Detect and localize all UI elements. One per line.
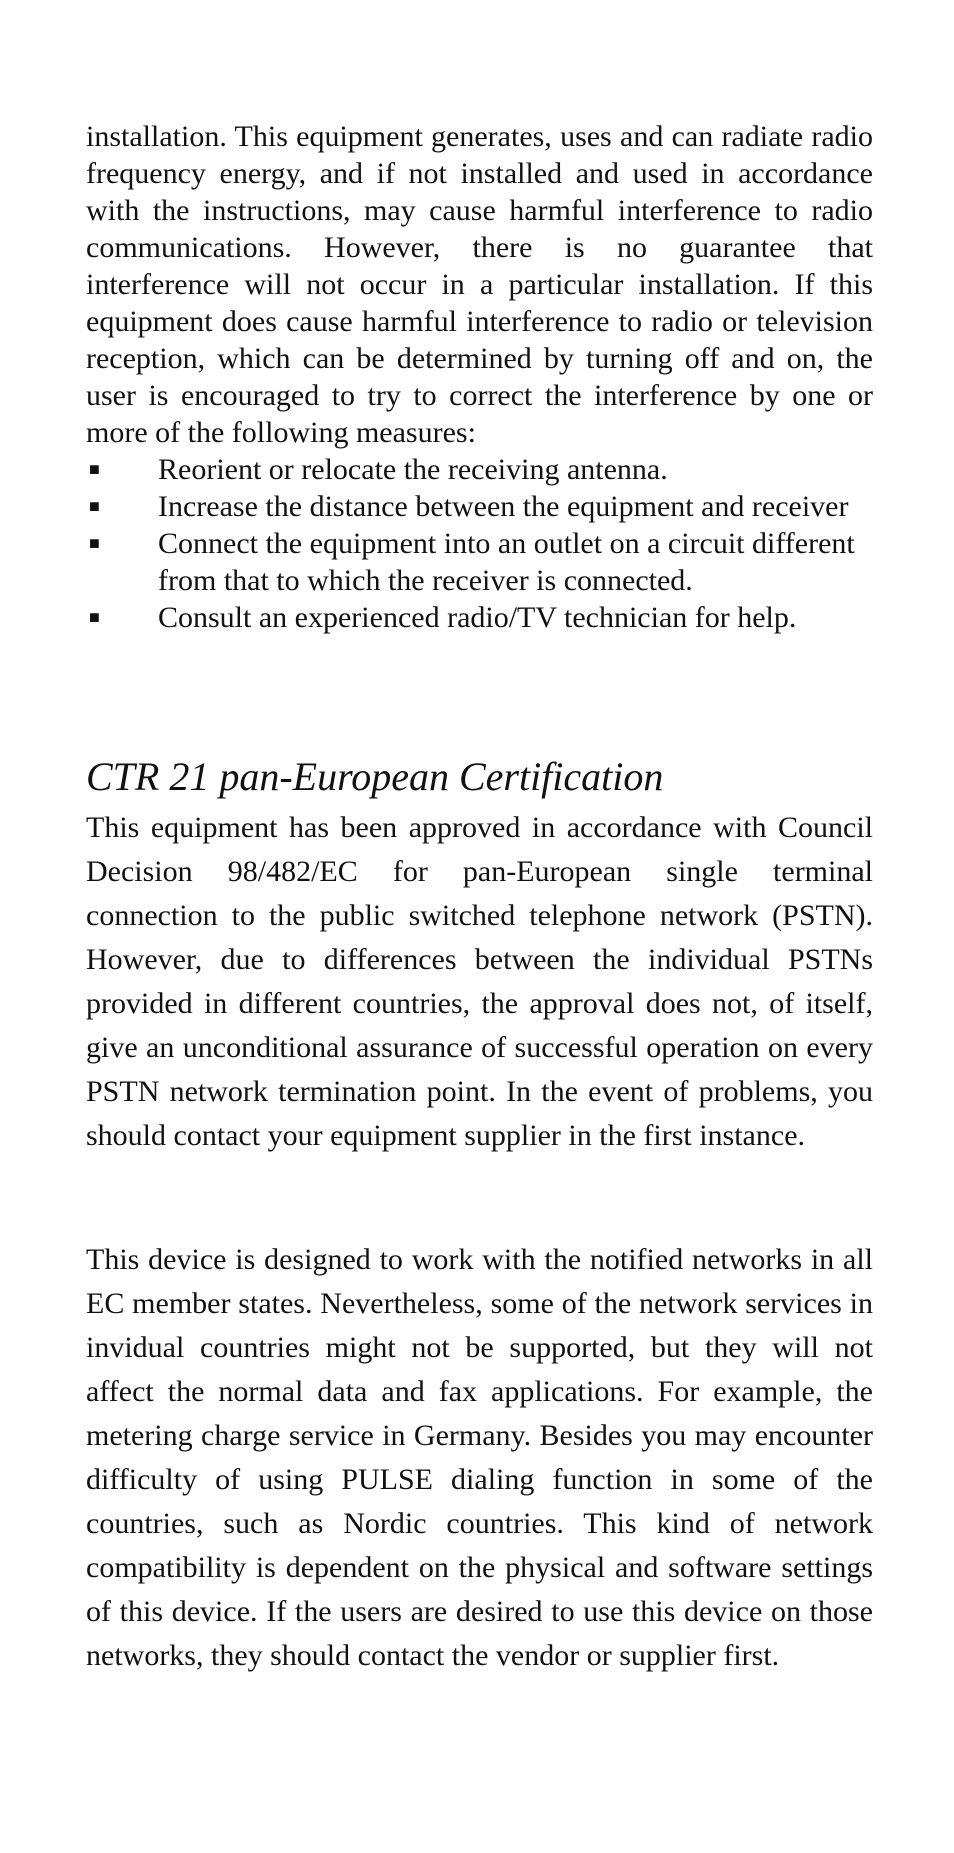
measure-text: Reorient or relocate the receiving antenna. [158,453,668,486]
measure-text: Consult an experienced radio/TV technician for help. [158,601,797,634]
fcc-interference-paragraph: installation. This equipment generates, uses and can radiate radio frequency energy, and if not installed and used in accordance with the instructions, may cause harmful interference to radio communications. However, there is no guarantee that interference will not occur in a particular installation. If this equipment does cause harmful interference to radio or television reception, which can be determined by turning off and on, the user is encouraged to try to correct the interference by one or more of the following measures: [86,120,873,449]
square-bullet-icon: ■ [89,496,100,516]
square-bullet-icon: ■ [89,459,100,479]
fcc-statement-block [86,118,873,636]
ctr21-approval-paragraph: This equipment has been approved in accordance with Council Decision 98/482/EC for pan-European single terminal connection to the public switched telephone network (PSTN). However, due to differences between the individual PSTNs provided in different countries, the approval does not, of itself, give an unconditional assurance of successful operation on every PSTN network termination point. In the event of problems, you should contact your equipment supplier in the first instance. [86,811,873,1152]
measure-text: Connect the equipment into an outlet on a circuit different from that to which the receiver is connected. [158,527,855,597]
list-item [86,525,873,599]
corrective-measures-list [86,451,873,636]
section-heading-ctr21: CTR 21 pan-European Certification [86,754,664,799]
ctr21-network-compatibility-paragraph: This device is designed to work with the notified networks in all EC member states. Nevertheless, some of the network services in invidual countries might not be supported, but they will not affect the normal data and fax applications. For example, the metering charge service in Germany. Besides you may encounter difficulty of using PULSE dialing function in some of the countries, such as Nordic countries. This kind of network compatibility is dependent on the physical and software settings of this device. If the users are desired to use this device on those networks, they should contact the vendor or supplier first. [86,1243,873,1672]
list-item [86,599,873,636]
list-item [86,488,873,525]
list-item [86,451,873,488]
square-bullet-icon: ■ [89,607,100,627]
square-bullet-icon: ■ [89,533,100,553]
measure-text: Increase the distance between the equipment and receiver [158,490,849,523]
